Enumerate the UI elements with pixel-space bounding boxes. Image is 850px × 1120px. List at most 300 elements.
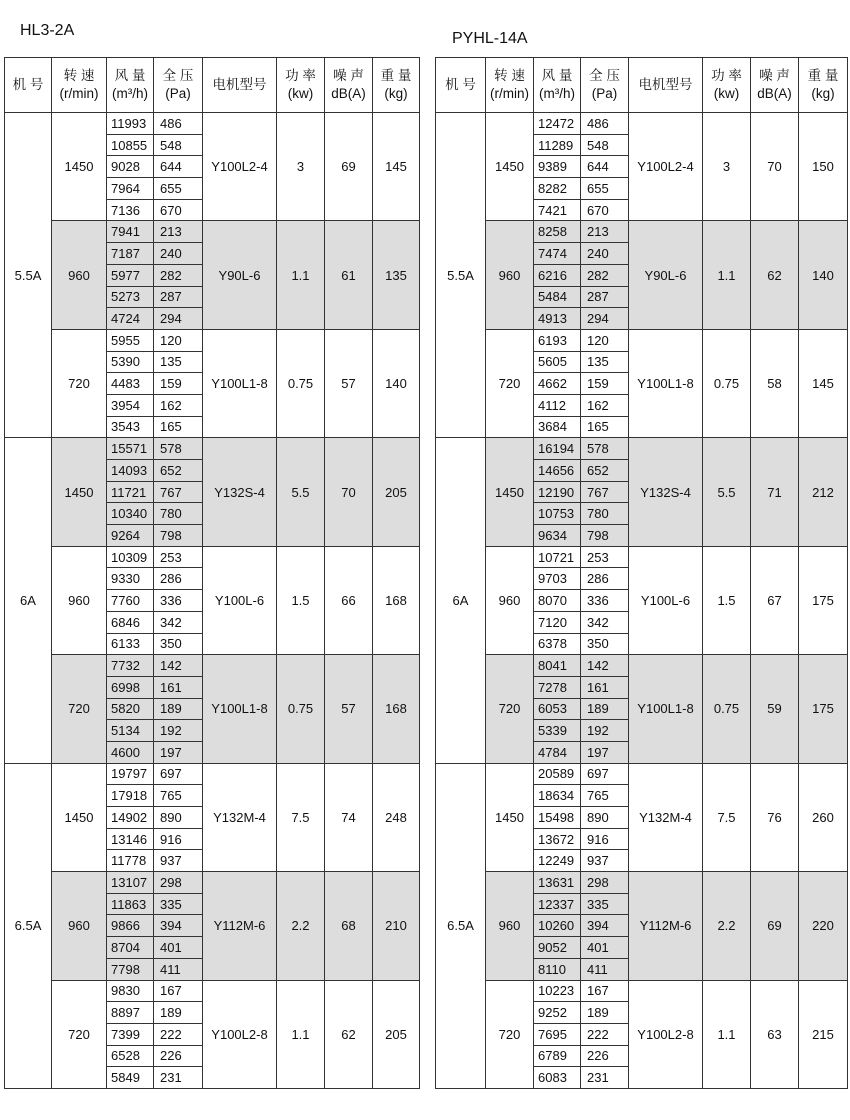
pressure-cell: 401 [154, 937, 203, 959]
pressure-cell: 336 [154, 590, 203, 612]
weight-cell: 260 [799, 763, 848, 871]
model-cell: 5.5A [5, 113, 52, 438]
header-line2: (m³/h) [112, 86, 148, 101]
power-cell: 0.75 [277, 655, 325, 763]
airflow-cell: 13107 [107, 872, 154, 894]
model-header [5, 58, 52, 113]
airflow-header [534, 58, 581, 113]
airflow-cell: 11721 [107, 481, 154, 503]
noise-cell: 70 [751, 113, 799, 221]
airflow-cell: 9703 [534, 568, 581, 590]
noise-cell: 57 [325, 655, 373, 763]
header-line1: 功 率 [711, 67, 742, 83]
weight-cell: 248 [373, 763, 420, 871]
airflow-cell: 9330 [107, 568, 154, 590]
airflow-cell: 10223 [534, 980, 581, 1002]
noise-cell: 74 [325, 763, 373, 871]
noise-cell: 63 [751, 980, 799, 1088]
motor-cell: Y100L1-8 [203, 655, 277, 763]
header-line1: 重 量 [807, 67, 839, 83]
header-line1: 风 量 [114, 67, 146, 83]
airflow-cell: 7964 [107, 178, 154, 200]
weight-cell: 150 [799, 113, 848, 221]
table-row [5, 438, 420, 460]
pressure-cell: 162 [154, 394, 203, 416]
airflow-cell: 3684 [534, 416, 581, 438]
power-cell: 5.5 [277, 438, 325, 546]
weight-cell: 205 [373, 980, 420, 1088]
pressure-cell: 294 [581, 308, 629, 330]
airflow-cell: 9866 [107, 915, 154, 937]
table-title-hl3-2a: HL3-2A [20, 22, 75, 39]
pressure-cell: 890 [581, 807, 629, 829]
pressure-cell: 342 [581, 611, 629, 633]
pressure-cell: 282 [581, 264, 629, 286]
power-cell: 2.2 [277, 872, 325, 980]
airflow-cell: 9028 [107, 156, 154, 178]
pressure-cell: 644 [154, 156, 203, 178]
airflow-cell: 4600 [107, 741, 154, 763]
pressure-cell: 486 [154, 113, 203, 135]
pressure-cell: 652 [581, 460, 629, 482]
pressure-cell: 765 [581, 785, 629, 807]
airflow-cell: 8041 [534, 655, 581, 677]
airflow-cell: 8704 [107, 937, 154, 959]
header-line2: (kg) [811, 86, 835, 101]
header-line2: (kw) [713, 86, 740, 101]
airflow-cell: 10753 [534, 503, 581, 525]
pressure-cell: 222 [581, 1023, 629, 1045]
airflow-cell: 5977 [107, 264, 154, 286]
airflow-cell: 7421 [534, 199, 581, 221]
airflow-cell: 7695 [534, 1023, 581, 1045]
power-cell: 0.75 [277, 329, 325, 437]
pressure-cell: 161 [154, 676, 203, 698]
airflow-cell: 7278 [534, 676, 581, 698]
table-row [5, 221, 420, 243]
airflow-cell: 5273 [107, 286, 154, 308]
weight-cell: 220 [799, 872, 848, 980]
airflow-cell: 5390 [107, 351, 154, 373]
spec-table-pyhl-14a [435, 57, 848, 1089]
airflow-cell: 13146 [107, 828, 154, 850]
noise-cell: 68 [325, 872, 373, 980]
motor-cell: Y90L-6 [629, 221, 703, 329]
motor-cell: Y132S-4 [629, 438, 703, 546]
table-row [5, 113, 420, 135]
airflow-cell: 18634 [534, 785, 581, 807]
header-line1: 机 号 [445, 76, 476, 92]
header-line2: (Pa) [165, 86, 191, 101]
table-row [436, 763, 848, 785]
speed-cell: 720 [486, 655, 534, 763]
pressure-cell: 916 [581, 828, 629, 850]
power-cell: 2.2 [703, 872, 751, 980]
pressure-cell: 335 [154, 893, 203, 915]
motor-cell: Y100L-6 [203, 546, 277, 654]
airflow-cell: 5955 [107, 329, 154, 351]
airflow-cell: 11863 [107, 893, 154, 915]
model-cell: 5.5A [436, 113, 486, 438]
motor-cell: Y100L1-8 [203, 329, 277, 437]
airflow-cell: 16194 [534, 438, 581, 460]
weight-cell: 145 [799, 329, 848, 437]
weight-cell: 168 [373, 546, 420, 654]
noise-cell: 69 [751, 872, 799, 980]
airflow-cell: 9389 [534, 156, 581, 178]
airflow-cell: 7941 [107, 221, 154, 243]
speed-cell: 960 [486, 546, 534, 654]
pressure-cell: 401 [581, 937, 629, 959]
pressure-cell: 342 [154, 611, 203, 633]
pressure-cell: 286 [154, 568, 203, 590]
pressure-cell: 197 [154, 741, 203, 763]
pressure-cell: 142 [154, 655, 203, 677]
noise-header [751, 58, 799, 113]
weight-cell: 210 [373, 872, 420, 980]
airflow-cell: 4913 [534, 308, 581, 330]
header-line1: 电机型号 [638, 76, 693, 92]
header-line2: (kg) [384, 86, 408, 101]
speed-cell: 1450 [486, 113, 534, 221]
power-cell: 1.5 [703, 546, 751, 654]
airflow-cell: 6378 [534, 633, 581, 655]
airflow-cell: 4662 [534, 373, 581, 395]
speed-cell: 720 [486, 980, 534, 1088]
airflow-cell: 11993 [107, 113, 154, 135]
pressure-cell: 548 [581, 134, 629, 156]
pressure-cell: 120 [581, 329, 629, 351]
model-cell: 6.5A [5, 763, 52, 1088]
pressure-cell: 167 [581, 980, 629, 1002]
motor-header [203, 58, 277, 113]
pressure-cell: 189 [154, 1002, 203, 1024]
pressure-cell: 286 [581, 568, 629, 590]
pressure-cell: 287 [154, 286, 203, 308]
table-row [5, 763, 420, 785]
airflow-cell: 6789 [534, 1045, 581, 1067]
airflow-cell: 7399 [107, 1023, 154, 1045]
motor-cell: Y100L2-8 [629, 980, 703, 1088]
table-row [436, 438, 848, 460]
airflow-cell: 6528 [107, 1045, 154, 1067]
pressure-header [154, 58, 203, 113]
pressure-cell: 253 [154, 546, 203, 568]
pressure-cell: 336 [581, 590, 629, 612]
speed-header [486, 58, 534, 113]
pressure-cell: 192 [581, 720, 629, 742]
airflow-cell: 10855 [107, 134, 154, 156]
pressure-cell: 798 [581, 525, 629, 547]
speed-cell: 960 [52, 221, 107, 329]
motor-cell: Y112M-6 [203, 872, 277, 980]
power-cell: 1.1 [277, 221, 325, 329]
pressure-cell: 287 [581, 286, 629, 308]
airflow-cell: 13672 [534, 828, 581, 850]
pressure-cell: 189 [581, 698, 629, 720]
pressure-cell: 226 [154, 1045, 203, 1067]
pressure-cell: 765 [154, 785, 203, 807]
airflow-cell: 17918 [107, 785, 154, 807]
airflow-cell: 7120 [534, 611, 581, 633]
motor-cell: Y100L1-8 [629, 329, 703, 437]
airflow-cell: 12190 [534, 481, 581, 503]
pressure-cell: 578 [154, 438, 203, 460]
speed-cell: 1450 [52, 763, 107, 871]
noise-cell: 69 [325, 113, 373, 221]
power-cell: 3 [277, 113, 325, 221]
power-cell: 5.5 [703, 438, 751, 546]
header-line2: (kw) [287, 86, 314, 101]
header-line1: 功 率 [285, 67, 316, 83]
motor-cell: Y100L-6 [629, 546, 703, 654]
airflow-cell: 10721 [534, 546, 581, 568]
airflow-cell: 7732 [107, 655, 154, 677]
pressure-cell: 655 [154, 178, 203, 200]
pressure-cell: 253 [581, 546, 629, 568]
speed-cell: 1450 [52, 113, 107, 221]
power-cell: 1.1 [703, 221, 751, 329]
airflow-cell: 7760 [107, 590, 154, 612]
pressure-cell: 189 [581, 1002, 629, 1024]
noise-header [325, 58, 373, 113]
power-cell: 0.75 [703, 655, 751, 763]
pressure-cell: 165 [581, 416, 629, 438]
pressure-cell: 937 [581, 850, 629, 872]
pressure-cell: 697 [581, 763, 629, 785]
airflow-cell: 10309 [107, 546, 154, 568]
pressure-cell: 120 [154, 329, 203, 351]
noise-cell: 71 [751, 438, 799, 546]
table-body [5, 113, 420, 1089]
power-cell: 0.75 [703, 329, 751, 437]
airflow-cell: 6216 [534, 264, 581, 286]
noise-cell: 58 [751, 329, 799, 437]
pressure-cell: 486 [581, 113, 629, 135]
header-line2: (r/min) [59, 86, 99, 101]
header-line1: 重 量 [380, 67, 412, 83]
airflow-cell: 6998 [107, 676, 154, 698]
pressure-cell: 135 [154, 351, 203, 373]
pressure-cell: 161 [581, 676, 629, 698]
airflow-cell: 5605 [534, 351, 581, 373]
table-row [436, 655, 848, 677]
spec-table-hl3-2a [4, 57, 420, 1089]
noise-cell: 70 [325, 438, 373, 546]
pressure-cell: 213 [581, 221, 629, 243]
table-row [436, 872, 848, 894]
pressure-cell: 697 [154, 763, 203, 785]
weight-cell: 135 [373, 221, 420, 329]
motor-cell: Y100L2-4 [203, 113, 277, 221]
pressure-cell: 298 [581, 872, 629, 894]
header-row [5, 58, 420, 113]
pressure-cell: 197 [581, 741, 629, 763]
speed-cell: 720 [486, 329, 534, 437]
motor-cell: Y100L2-4 [629, 113, 703, 221]
weight-cell: 212 [799, 438, 848, 546]
pressure-cell: 890 [154, 807, 203, 829]
pressure-cell: 240 [581, 243, 629, 265]
pressure-cell: 350 [581, 633, 629, 655]
motor-cell: Y100L2-8 [203, 980, 277, 1088]
airflow-cell: 10260 [534, 915, 581, 937]
pressure-cell: 350 [154, 633, 203, 655]
pressure-cell: 282 [154, 264, 203, 286]
table-body [436, 113, 848, 1089]
pressure-cell: 298 [154, 872, 203, 894]
pressure-cell: 222 [154, 1023, 203, 1045]
airflow-cell: 8110 [534, 958, 581, 980]
airflow-cell: 9052 [534, 937, 581, 959]
header-line2: (m³/h) [539, 86, 575, 101]
table-row [5, 655, 420, 677]
speed-cell: 720 [52, 329, 107, 437]
weight-header [373, 58, 420, 113]
airflow-cell: 8258 [534, 221, 581, 243]
motor-cell: Y132S-4 [203, 438, 277, 546]
airflow-cell: 6133 [107, 633, 154, 655]
airflow-cell: 4483 [107, 373, 154, 395]
pressure-cell: 916 [154, 828, 203, 850]
pressure-cell: 411 [581, 958, 629, 980]
table-row [5, 329, 420, 351]
weight-cell: 145 [373, 113, 420, 221]
airflow-cell: 5339 [534, 720, 581, 742]
airflow-cell: 12472 [534, 113, 581, 135]
header-line1: 全 压 [589, 67, 620, 83]
airflow-cell: 8282 [534, 178, 581, 200]
pressure-cell: 135 [581, 351, 629, 373]
pressure-cell: 767 [154, 481, 203, 503]
motor-cell: Y112M-6 [629, 872, 703, 980]
pressure-cell: 780 [581, 503, 629, 525]
airflow-cell: 8070 [534, 590, 581, 612]
airflow-cell: 12249 [534, 850, 581, 872]
table-row [436, 546, 848, 568]
pressure-cell: 394 [154, 915, 203, 937]
pressure-cell: 159 [154, 373, 203, 395]
header-line2: (r/min) [490, 86, 529, 101]
airflow-cell: 4784 [534, 741, 581, 763]
weight-cell: 205 [373, 438, 420, 546]
airflow-cell: 11289 [534, 134, 581, 156]
model-cell: 6A [5, 438, 52, 763]
pressure-cell: 798 [154, 525, 203, 547]
airflow-cell: 13631 [534, 872, 581, 894]
airflow-cell: 15571 [107, 438, 154, 460]
pressure-cell: 780 [154, 503, 203, 525]
airflow-cell: 9634 [534, 525, 581, 547]
weight-cell: 140 [373, 329, 420, 437]
header-line2: dB(A) [331, 86, 366, 101]
power-header [703, 58, 751, 113]
noise-cell: 66 [325, 546, 373, 654]
pressure-cell: 213 [154, 221, 203, 243]
pressure-cell: 167 [154, 980, 203, 1002]
header-line1: 转 速 [494, 67, 525, 83]
power-cell: 3 [703, 113, 751, 221]
airflow-cell: 5134 [107, 720, 154, 742]
motor-cell: Y100L1-8 [629, 655, 703, 763]
table-title-pyhl-14a: PYHL-14A [452, 30, 528, 47]
header-line1: 风 量 [541, 67, 573, 83]
noise-cell: 76 [751, 763, 799, 871]
airflow-cell: 14656 [534, 460, 581, 482]
pressure-cell: 162 [581, 394, 629, 416]
airflow-cell: 9830 [107, 980, 154, 1002]
table-row [5, 546, 420, 568]
power-cell: 1.5 [277, 546, 325, 654]
pressure-cell: 652 [154, 460, 203, 482]
airflow-cell: 10340 [107, 503, 154, 525]
pressure-header [581, 58, 629, 113]
airflow-header [107, 58, 154, 113]
pressure-cell: 142 [581, 655, 629, 677]
pressure-cell: 548 [154, 134, 203, 156]
power-cell: 7.5 [703, 763, 751, 871]
table-row [5, 872, 420, 894]
table-row [5, 980, 420, 1002]
motor-cell: Y90L-6 [203, 221, 277, 329]
header-line1: 电机型号 [212, 76, 267, 92]
pressure-cell: 767 [581, 481, 629, 503]
airflow-cell: 6053 [534, 698, 581, 720]
weight-cell: 175 [799, 546, 848, 654]
speed-cell: 960 [52, 546, 107, 654]
model-cell: 6A [436, 438, 486, 763]
noise-cell: 59 [751, 655, 799, 763]
table-row [436, 329, 848, 351]
speed-cell: 960 [486, 872, 534, 980]
table-row [436, 221, 848, 243]
pressure-cell: 192 [154, 720, 203, 742]
pressure-cell: 189 [154, 698, 203, 720]
pressure-cell: 411 [154, 958, 203, 980]
airflow-cell: 5849 [107, 1067, 154, 1089]
header-line1: 噪 声 [759, 67, 790, 83]
pressure-cell: 655 [581, 178, 629, 200]
pressure-cell: 578 [581, 438, 629, 460]
power-cell: 7.5 [277, 763, 325, 871]
speed-cell: 1450 [486, 763, 534, 871]
airflow-cell: 3954 [107, 394, 154, 416]
motor-header [629, 58, 703, 113]
model-header [436, 58, 486, 113]
speed-cell: 1450 [486, 438, 534, 546]
airflow-cell: 5820 [107, 698, 154, 720]
power-cell: 1.1 [703, 980, 751, 1088]
pressure-cell: 644 [581, 156, 629, 178]
airflow-cell: 3543 [107, 416, 154, 438]
pressure-cell: 231 [154, 1067, 203, 1089]
header-line1: 机 号 [12, 76, 44, 92]
airflow-cell: 7474 [534, 243, 581, 265]
pressure-cell: 226 [581, 1045, 629, 1067]
airflow-cell: 7136 [107, 199, 154, 221]
speed-header [52, 58, 107, 113]
airflow-cell: 12337 [534, 893, 581, 915]
airflow-cell: 9264 [107, 525, 154, 547]
pressure-cell: 159 [581, 373, 629, 395]
noise-cell: 62 [751, 221, 799, 329]
airflow-cell: 19797 [107, 763, 154, 785]
pressure-cell: 670 [154, 199, 203, 221]
header-line1: 全 压 [162, 67, 194, 83]
speed-cell: 960 [486, 221, 534, 329]
weight-cell: 175 [799, 655, 848, 763]
pressure-cell: 240 [154, 243, 203, 265]
